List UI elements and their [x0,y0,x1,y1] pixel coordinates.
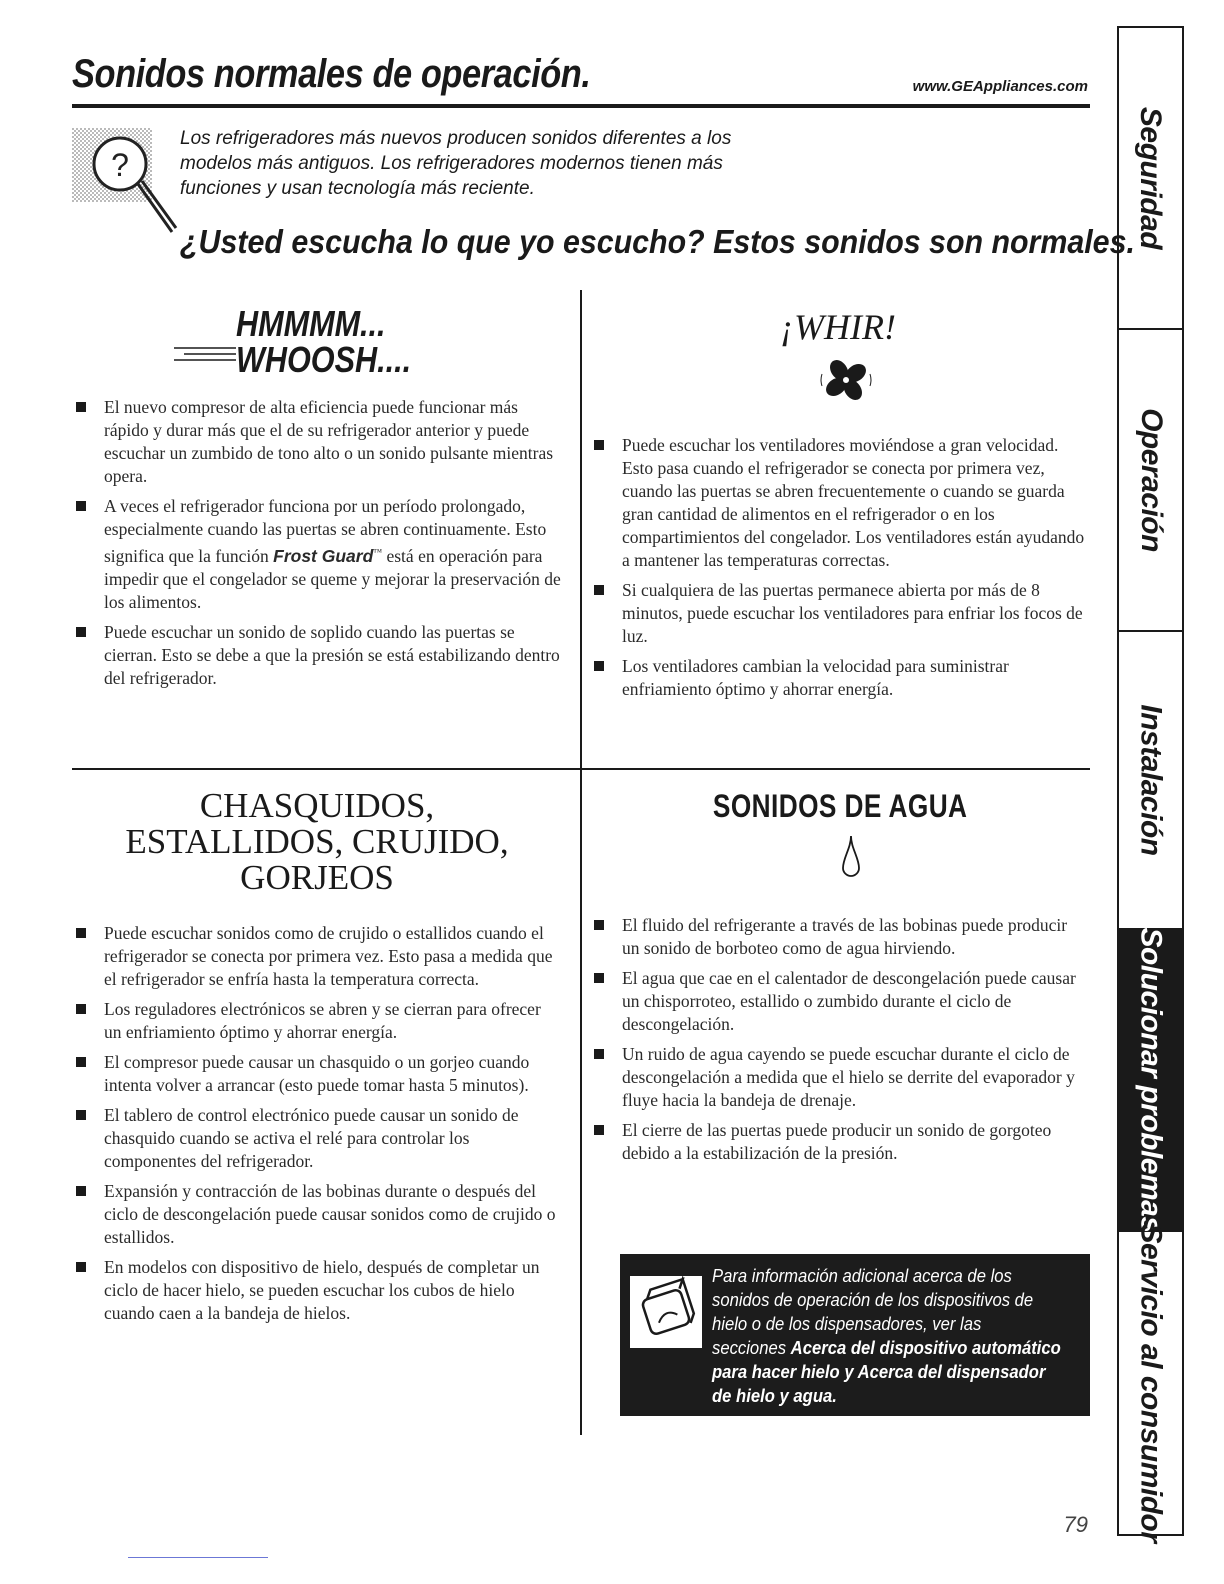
footer-line [128,1557,268,1558]
svg-text:?: ? [111,147,129,183]
list-item: Expansión y contracción de las bobinas durante o después del ciclo de descongelación puede causar sonidos como de crujido o estallidos. [72,1180,562,1249]
tab-servicio-al-consumidor[interactable]: Servicio al consumidor [1134,1223,1168,1543]
whir-heading: ¡WHIR! [780,307,896,347]
whoosh-lines-icon [172,342,238,362]
page-title: Sonidos normales de operación. [72,52,591,96]
chasquidos-heading-line2: ESTALLIDOS, CRUJIDO, [125,822,509,861]
agua-heading: SONIDOS DE AGUA [712,788,968,824]
intro-text: Los refrigeradores más nuevos producen sonidos diferentes a los modelos más antiguos. Los refrigeradores modernos tienen más funciones y usan tecnología más reciente. [180,128,732,199]
list-item: En modelos con dispositivo de hielo, después de completar un ciclo de hacer hielo, se pueden escuchar los cubos de hielo cuando caen a la bandeja de hielos. [72,1256,562,1325]
list-item: El compresor puede causar un chasquido o un gorjeo cuando intenta volver a arrancar (esto puede tomar hasta 5 minutos). [72,1051,562,1097]
info-note-text: Para información adicional acerca de los sonidos de operación de los dispositivos de hielo o de los dispensadores, ver las secciones Acerca del dispositivo automático para hacer hielo y Acerca del dispensador de hielo y agua. [712,1265,1061,1406]
hmmm-heading: HMMMM... [236,303,386,344]
tab-instalacion[interactable]: Instalación [1119,632,1182,930]
list-item: Si cualquiera de las puertas permanece abierta por más de 8 minutos, puede escuchar los ventiladores para enfriar los focos de luz. [590,579,1086,648]
water-drop-icon [840,834,862,880]
list-item: Un ruido de agua cayendo se puede escuchar durante el ciclo de descongelación a medida que el hielo se derrite del evaporador y fluye hacia la bandeja de drenaje. [590,1043,1086,1112]
chasquidos-heading-line3: GORJEOS [240,858,394,897]
agua-bullets [590,914,1086,1172]
chasquidos-bullets [72,922,562,1332]
list-item: El nuevo compresor de alta eficiencia puede funcionar más rápido y durar más que el de su refrigerador anterior y puede escuchar un zumbido de tono alto o un sonido pulsante mientras opera. [72,396,562,488]
column-divider-bottom [580,770,582,1435]
list-item: Puede escuchar los ventiladores moviéndose a gran velocidad. Esto pasa cuando el refrigerador se conecta por primera vez, cuando las puertas se abren frecuentemente o cuando se guarda gran cantidad de alimentos en el refrigerador o en los compartimientos del congelador. Los ventiladores están ayudando a mantener las temperaturas correctas. [590,434,1086,572]
list-item: El agua que cae en el calentador de descongelación puede causar un chisporroteo, estallido o zumbido durante el ciclo de descongelación. [590,967,1086,1036]
ice-cube-icon [630,1276,702,1348]
frost-guard-brand: Frost Guard [273,545,374,566]
sidebar-tabs [1117,26,1184,1543]
list-item: El tablero de control electrónico puede causar un sonido de chasquido cuando se activa el relé para controlar los componentes del refrigerador. [72,1104,562,1173]
list-item: A veces el refrigerador funciona por un período prolongado, especialmente cuando las puertas se abren continuamente. Esto significa que la función Frost Guard™ está en operación para impedir que el congelador se queme y mejorar la preservación de los alimentos. [72,495,562,614]
list-item: Puede escuchar sonidos como de crujido o estallidos cuando el refrigerador se conecta por primera vez. Esto pasa a medida que el refrigerador se enfría hasta la temperatura correcta. [72,922,562,991]
magnifier-question-icon [72,128,184,240]
list-item: El cierre de las puertas puede producir un sonido de gorgoteo debido a la estabilización de la presión. [590,1119,1086,1165]
column-divider-top [580,290,582,768]
whoosh-heading: WHOOSH.... [236,339,412,380]
hmmm-bullets [72,396,562,697]
tab-seguridad[interactable]: Seguridad [1119,28,1182,330]
tab-operacion[interactable]: Operación [1119,330,1182,632]
section-subheading: ¿Usted escucha lo que yo escucho? Estos sonidos son normales. [180,223,1135,260]
info-note-box [620,1254,1090,1416]
page-number: 79 [1063,1512,1088,1537]
website-link[interactable]: www.GEAppliances.com [912,78,1088,95]
tab-solucionar-problemas[interactable]: Solucionar problemas [1119,930,1182,1232]
chasquidos-heading-line1: CHASQUIDOS, [199,786,435,825]
list-item: Los reguladores electrónicos se abren y se cierran para ofrecer un enfriamiento óptimo y ahorrar energía. [72,998,562,1044]
fan-icon [816,352,876,408]
header-rule [72,104,1090,108]
list-item: Los ventiladores cambian la velocidad para suministrar enfriamiento óptimo y ahorrar energía. [590,655,1086,701]
list-item: El fluido del refrigerante a través de las bobinas puede producir un sonido de borboteo como de agua hirviendo. [590,914,1086,960]
whir-bullets [590,434,1086,708]
list-item: Puede escuchar un sonido de soplido cuando las puertas se cierran. Esto se debe a que la presión se está estabilizando dentro del refrigerador. [72,621,562,690]
